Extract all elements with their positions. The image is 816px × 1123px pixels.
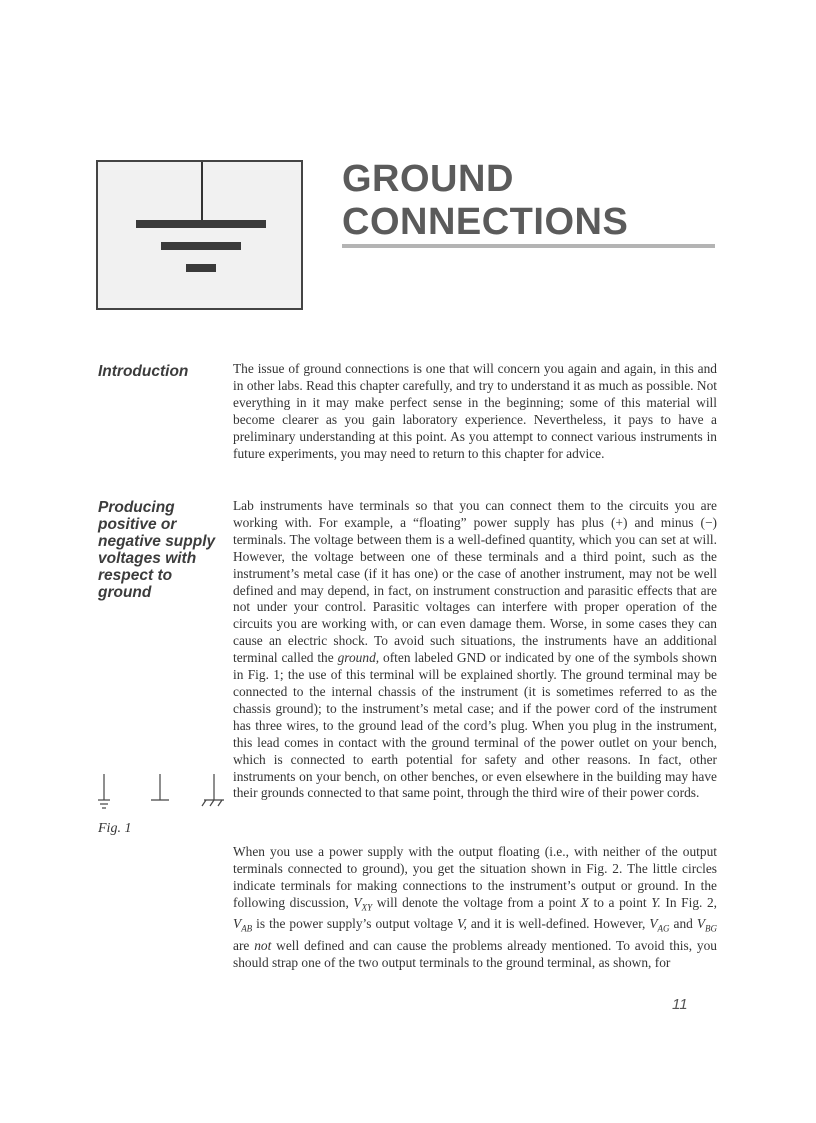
page-number: 11 xyxy=(672,996,688,1013)
supply-voltages-paragraph: Lab instruments have terminals so that you can connect them to the circuits you are working with. For example, a “floating” power supply has plus (+) and minus (−) terminals. The voltage between them is a well-defined quantity, which you can set at will. However, the voltage between one of these terminals and a third point, such as the instrument’s metal case (if it has one) or the case of another instrument, may not be well defined and may depend, in fact, on instrument construction and parasitic effects that are not under your control. Parasitic voltages can interfere with proper operation of the circuits you are working with, or can even damage them. Worse, in some cases they can cause an electric shock. To avoid such situations, the instruments have an additional terminal called the ground, often labeled GND or indicated by one of the symbols shown in Fig. 1; the use of this terminal will be explained shortly. The ground terminal may be connected to the internal chassis of the instrument (it is sometimes referred to as the chassis ground); to the instrument’s metal case; and if the power cord of the instrument has three wires, to the ground lead of the cord’s plug. When you plug in the instrument, this lead comes in contact with the ground terminal of the power outlet on your bench, which is connected to earth potential for safety and other reasons. In fact, other instruments on your bench, on other benches, or even elsewhere in the building may have their grounds connected to that same point, through the third wire of their power cords. xyxy=(233,498,717,801)
title-rule xyxy=(342,244,715,248)
signal-ground-icon xyxy=(151,774,169,800)
figure-label: Fig. 1 xyxy=(98,821,132,836)
introduction-paragraph: The issue of ground connections is one that will concern you again and again, in this and in other labs. Read this chapter carefully, and try to understand it as much as possible. Not everything in it may make perfect sense in the beginning; some of this material will become clearer as you gain laboratory experience. Nevertheless, it pays to have a preliminary understanding at this point. As you attempt to connect various instruments in future experiments, you may need to return to this chapter for advice. xyxy=(233,361,717,461)
ground-symbols-figure xyxy=(98,770,228,820)
section-heading-supply-voltages: Producing positive or negative supply voltages with respect to ground xyxy=(98,499,216,601)
chassis-ground-icon xyxy=(202,774,224,806)
chapter-title-line1: GROUND xyxy=(342,158,514,200)
chapter-icon-box xyxy=(96,160,303,310)
chapter-title xyxy=(342,158,722,244)
earth-ground-icon xyxy=(98,774,110,808)
ground-symbol-icon xyxy=(98,162,301,308)
floating-supply-paragraph: When you use a power supply with the output floating (i.e., with neither of the output terminals connected to ground), you get the situation shown in Fig. 2. The little circles indicate terminals for making connections to the instrument’s output or ground. In the following discussion, $V_{XY}$ will denote the voltage from a point X to a point Y. In Fig. 2, $V_{AB}$ is the power supply’s output voltage V, and it is well-defined. However, $V_{AG}$ and $V_{BG}$ are not well defined and can cause the problems already mentioned. To avoid this, you should strap one of the two output terminals to the ground terminal, as shown, for xyxy=(233,844,718,970)
section-heading-introduction: Introduction xyxy=(98,363,189,380)
chapter-title-line2: CONNECTIONS xyxy=(342,201,629,243)
